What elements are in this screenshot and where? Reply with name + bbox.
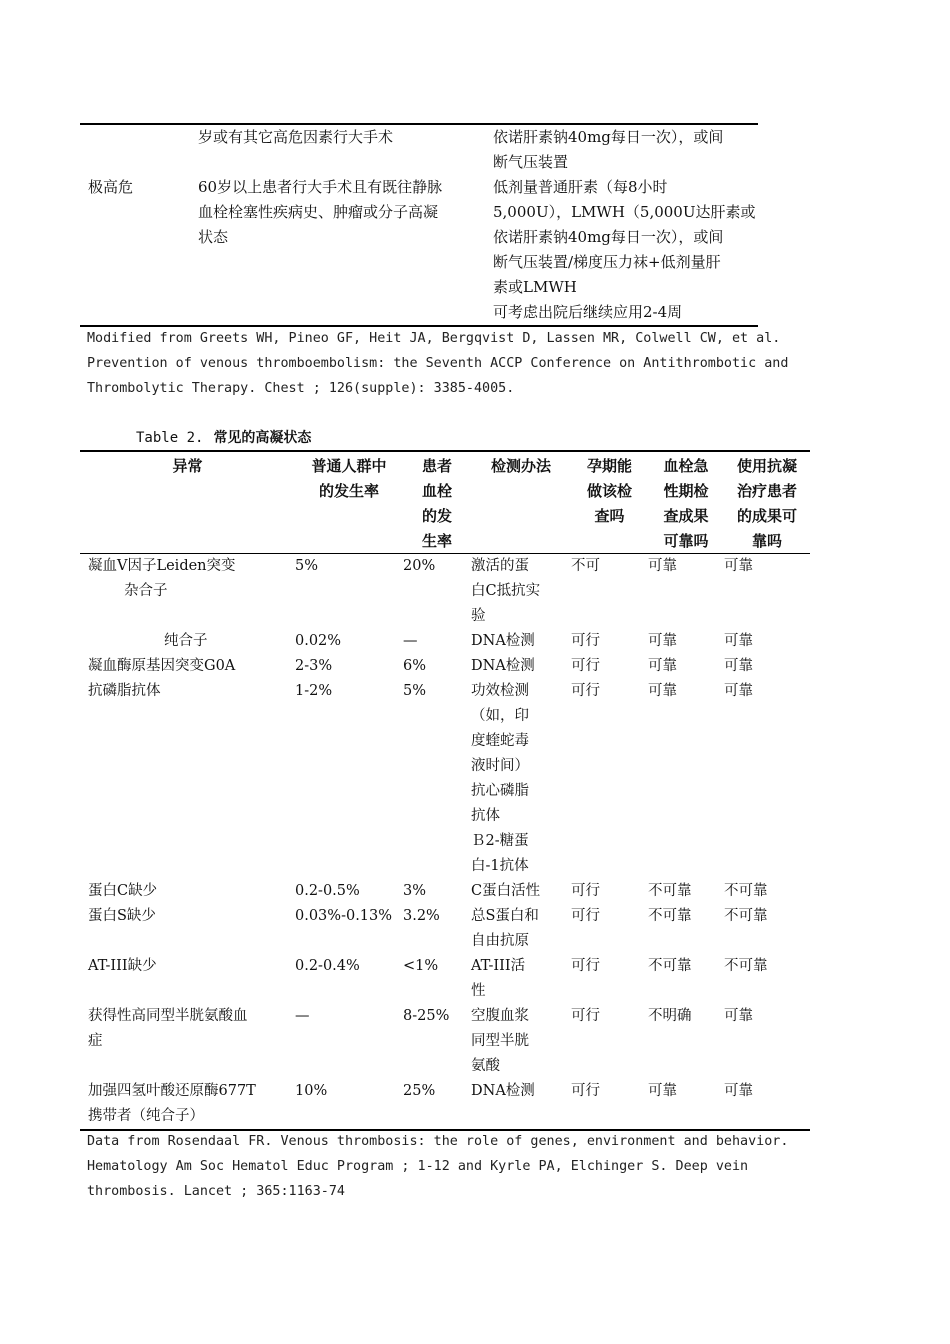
- pregnancy-cell: 可行: [571, 1008, 600, 1024]
- condition-cell: 岁或有其它高危因素行大手术: [198, 128, 394, 146]
- population-incidence-cell: 0.2-0.5%: [295, 883, 360, 899]
- anticoagulant-cell: 可靠: [724, 633, 753, 649]
- table-row: [80, 1004, 810, 1079]
- abnormality-cell: 加强四氢叶酸还原酶677T 携带者（纯合子）: [88, 1083, 256, 1124]
- table-body: [80, 554, 810, 1129]
- abnormality-cell: 获得性高同型半胱氨酸血 症: [88, 1008, 248, 1049]
- note-line: thrombosis. Lancet ; 365:1163-74: [87, 1184, 345, 1199]
- table-2: [80, 450, 810, 1131]
- test-method-cell: AT-III活 性: [471, 958, 526, 999]
- table-row: [80, 629, 810, 654]
- anticoagulant-cell: 可靠: [724, 1008, 753, 1024]
- patient-incidence-cell: —: [403, 633, 418, 649]
- abnormality-cell: 纯合子: [164, 633, 208, 649]
- risk-level-cell: [80, 125, 198, 175]
- column-header: 孕期能 做该检 查吗: [586, 457, 632, 525]
- abnormality-cell: 蛋白C缺少: [88, 883, 158, 899]
- population-incidence-cell: 1-2%: [295, 683, 333, 699]
- population-incidence-cell: 0.03%-0.13%: [295, 908, 393, 924]
- prevention-cell: 依诺肝素钠40mg每日一次），或间 断气压装置: [493, 128, 724, 171]
- cell-line: 凝血Ⅴ因子Leiden突变: [88, 558, 236, 574]
- patient-incidence-cell: 8-25%: [403, 1008, 450, 1024]
- risk-level-cell: 极高危: [88, 178, 134, 196]
- anticoagulant-cell: 不可靠: [724, 908, 768, 924]
- population-incidence-cell: 0.2-0.4%: [295, 958, 360, 974]
- patient-incidence-cell: 5%: [403, 683, 427, 699]
- table-row: [80, 554, 810, 629]
- pregnancy-cell: 可行: [571, 658, 600, 674]
- patient-incidence-cell: 6%: [403, 658, 427, 674]
- note-line: Modified from Greets WH, Pineo GF, Heit JA, Bergqvist D, Lassen MR, Colwell CW, et al.: [87, 331, 781, 346]
- abnormality-cell: 凝血酶原基因突变G0A: [88, 658, 236, 674]
- table-title: 常见的高凝状态: [213, 430, 312, 446]
- column-header: 普通人群中 的发生率: [311, 457, 387, 500]
- acute-phase-cell: 可靠: [648, 558, 677, 574]
- pregnancy-cell: 可行: [571, 908, 600, 924]
- pregnancy-cell: 可行: [571, 958, 600, 974]
- anticoagulant-cell: 可靠: [724, 683, 753, 699]
- table-1-fragment: [80, 123, 758, 327]
- note-line: Thrombolytic Therapy. Chest ; 126(supple): 3385-4005.: [87, 381, 515, 396]
- acute-phase-cell: 不可靠: [648, 883, 692, 899]
- patient-incidence-cell: 25%: [403, 1083, 436, 1099]
- patient-incidence-cell: 3.2%: [403, 908, 440, 924]
- note-line: Prevention of venous thromboembolism: the Seventh ACCP Conference on Antithrombotic and: [87, 356, 789, 371]
- abnormality-cell: [80, 554, 295, 629]
- pregnancy-cell: 可行: [571, 633, 600, 649]
- population-incidence-cell: —: [295, 1008, 310, 1024]
- acute-phase-cell: 不可靠: [648, 958, 692, 974]
- acute-phase-cell: 可靠: [648, 658, 677, 674]
- pregnancy-cell: 不可: [571, 558, 600, 574]
- table-row: [80, 125, 758, 175]
- source-note: [87, 1129, 867, 1204]
- population-incidence-cell: 2-3%: [295, 658, 333, 674]
- column-header: 检测办法: [490, 457, 551, 475]
- test-method-cell: C蛋白活性: [471, 883, 541, 899]
- acute-phase-cell: 不可靠: [648, 908, 692, 924]
- column-header: 异常: [172, 457, 203, 475]
- cell-line: 杂合子: [124, 583, 168, 599]
- population-incidence-cell: 5%: [295, 558, 319, 574]
- table-row: [80, 175, 758, 325]
- patient-incidence-cell: 3%: [403, 883, 427, 899]
- table-row: [80, 679, 810, 879]
- table-row: [80, 654, 810, 679]
- anticoagulant-cell: 可靠: [724, 658, 753, 674]
- table-row: [80, 1079, 810, 1129]
- table-header-row: [80, 450, 810, 554]
- test-method-cell: 功效检测 （如，印 度蝰蛇毒 液时间） 抗心磷脂 抗体 Ｂ2-糖蛋 白-1抗体: [471, 683, 529, 874]
- source-note: [87, 326, 867, 401]
- test-method-cell: 空腹血浆 同型半胱 氨酸: [471, 1008, 529, 1074]
- abnormality-cell: 蛋白S缺少: [88, 908, 156, 924]
- condition-cell: 60岁以上患者行大手术且有既往静脉 血栓栓塞性疾病史、肿瘤或分子高凝 状态: [198, 178, 443, 246]
- population-incidence-cell: 0.02%: [295, 633, 342, 649]
- table-number: Table 2.: [136, 430, 204, 446]
- test-method-cell: 总S蛋白和 自由抗原: [471, 908, 539, 949]
- patient-incidence-cell: 20%: [403, 558, 436, 574]
- column-header: 血栓急 性期检 查成果 可靠吗: [663, 457, 709, 550]
- prevention-cell: 低剂量普通肝素（每8小时 5,000U），LMWH（5,000U达肝素或 依诺肝素钠40mg每日一次），或间 断气压装置/梯度压力袜+低剂量肝 素或LMWH 可考虑出院后继续应用2-4周: [493, 178, 756, 321]
- anticoagulant-cell: 可靠: [724, 1083, 753, 1099]
- pregnancy-cell: 可行: [571, 883, 600, 899]
- note-line: Data from Rosendaal FR. Venous thrombosis: the role of genes, environment and behavior.: [87, 1134, 789, 1149]
- table-row: [80, 904, 810, 954]
- column-header: 患者 血栓 的发 生率: [421, 457, 452, 550]
- anticoagulant-cell: 不可靠: [724, 883, 768, 899]
- pregnancy-cell: 可行: [571, 1083, 600, 1099]
- table-row: [80, 879, 810, 904]
- anticoagulant-cell: 不可靠: [724, 958, 768, 974]
- anticoagulant-cell: 可靠: [724, 558, 753, 574]
- table-caption: [136, 427, 311, 449]
- population-incidence-cell: 10%: [295, 1083, 328, 1099]
- acute-phase-cell: 可靠: [648, 1083, 677, 1099]
- acute-phase-cell: 可靠: [648, 633, 677, 649]
- abnormality-cell: 抗磷脂抗体: [88, 683, 161, 699]
- test-method-cell: DNA检测: [471, 633, 535, 649]
- acute-phase-cell: 可靠: [648, 683, 677, 699]
- abnormality-cell: AT-III缺少: [88, 958, 157, 974]
- note-line: Hematology Am Soc Hematol Educ Program ; 1-12 and Kyrle PA, Elchinger S. Deep vein: [87, 1159, 749, 1174]
- pregnancy-cell: 可行: [571, 683, 600, 699]
- column-header: 使用抗凝 治疗患者 的成果可 靠吗: [736, 457, 797, 550]
- table-row: [80, 954, 810, 1004]
- test-method-cell: 激活的蛋 白C抵抗实 验: [471, 558, 541, 624]
- test-method-cell: DNA检测: [471, 1083, 535, 1099]
- acute-phase-cell: 不明确: [648, 1008, 692, 1024]
- test-method-cell: DNA检测: [471, 658, 535, 674]
- patient-incidence-cell: <1%: [403, 958, 439, 974]
